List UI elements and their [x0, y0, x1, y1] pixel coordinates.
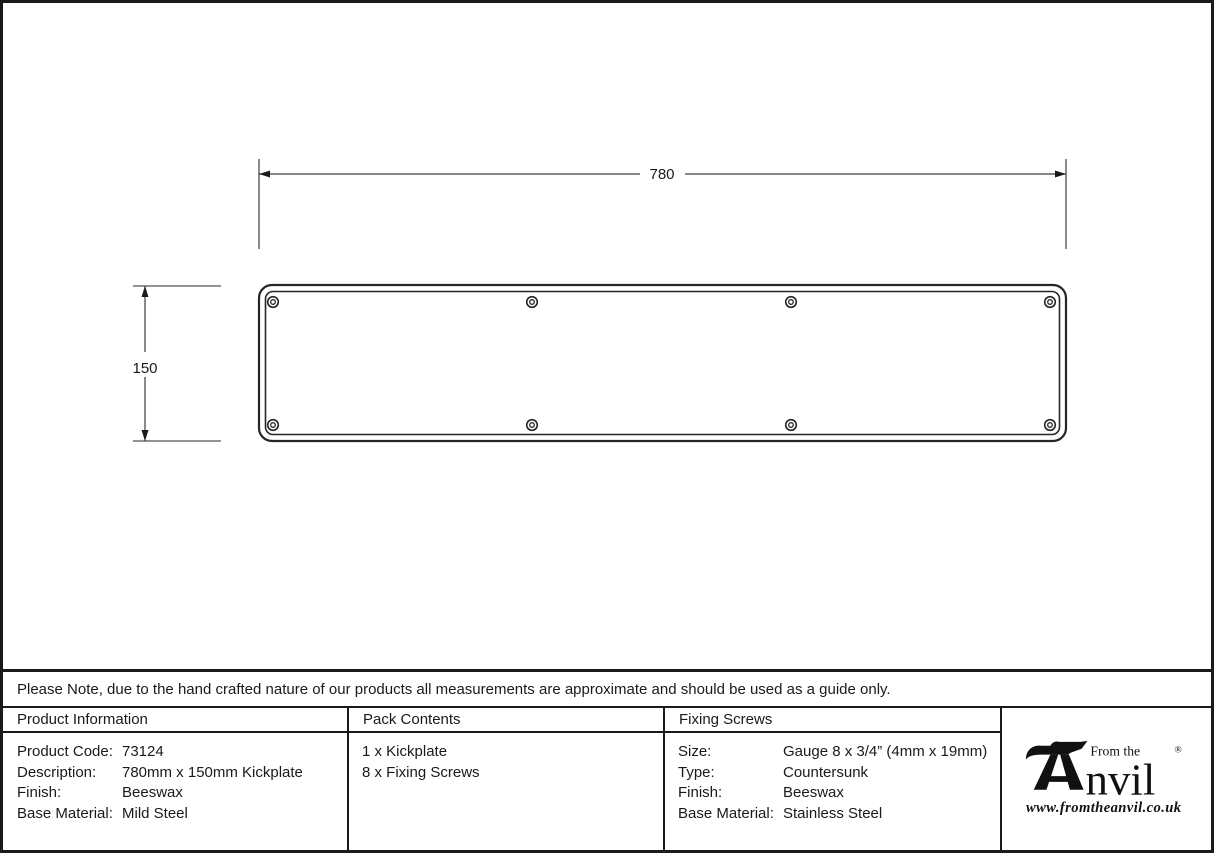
fixing-screws-body [665, 733, 1000, 850]
list-item: 1 x Kickplate [362, 743, 448, 760]
table-row [17, 804, 347, 825]
drawing-area [3, 3, 1211, 669]
measurement-note [3, 669, 1211, 708]
arrow-up-icon [142, 286, 149, 297]
row-value: Beeswax [122, 784, 183, 801]
table-row [678, 804, 1000, 825]
kickplate-outline [259, 285, 1066, 441]
pack-contents-column [349, 708, 665, 850]
table-row [678, 742, 1000, 763]
table-row [678, 763, 1000, 784]
table-row [17, 763, 347, 784]
fixing-screws-column [665, 708, 1002, 850]
row-value: 780mm x 150mm Kickplate [122, 763, 303, 781]
product-information-body [3, 733, 347, 850]
row-value: Beeswax [783, 784, 844, 801]
row-value: 73124 [122, 743, 164, 760]
row-label: Description: [17, 763, 97, 781]
row-label: Type: [678, 763, 715, 781]
table-row [678, 783, 1000, 804]
row-label: Size: [678, 743, 712, 760]
row-value: Gauge 8 x 3/4” (4mm x 19mm) [783, 743, 988, 760]
row-value: Mild Steel [122, 804, 188, 822]
brand-name-text: nvil [1085, 754, 1155, 805]
row-label: Base Material: [678, 804, 774, 822]
spec-table [3, 708, 1211, 850]
height-dimension-label: 150 [132, 360, 158, 377]
anvil-logo [1025, 740, 1189, 818]
brand-website: www.fromtheanvil.co.uk [1025, 800, 1182, 817]
row-label: Finish: [17, 784, 62, 801]
row-label: Product Code: [17, 743, 113, 760]
row-label: Base Material: [17, 804, 113, 822]
brand-logo-cell [1002, 708, 1211, 850]
registered-mark: ® [1173, 744, 1182, 756]
product-information-header: Product Information [3, 708, 347, 733]
row-label: Finish: [678, 784, 723, 801]
product-information-column [3, 708, 349, 850]
brand-prefix-text: From the [1089, 743, 1140, 759]
pack-contents-header: Pack Contents [349, 708, 663, 733]
list-item: 8 x Fixing Screws [362, 763, 480, 781]
height-dimension [132, 286, 221, 441]
table-row [17, 783, 347, 804]
technical-drawing [3, 3, 1211, 669]
row-value: Countersunk [783, 763, 869, 781]
table-row [17, 742, 347, 763]
arrow-left-icon [259, 171, 270, 178]
arrow-down-icon [142, 430, 149, 441]
arrow-right-icon [1055, 171, 1066, 178]
anvil-icon [1025, 741, 1087, 790]
measurement-note-text: Please Note, due to the hand crafted nature of our products all measurements are approximate and should be used as a guide only. [17, 680, 891, 698]
row-value: Stainless Steel [783, 804, 883, 822]
width-dimension [259, 159, 1066, 249]
pack-contents-body [349, 733, 663, 850]
fixing-screws-header: Fixing Screws [665, 708, 1000, 733]
width-dimension-label: 780 [649, 166, 675, 183]
